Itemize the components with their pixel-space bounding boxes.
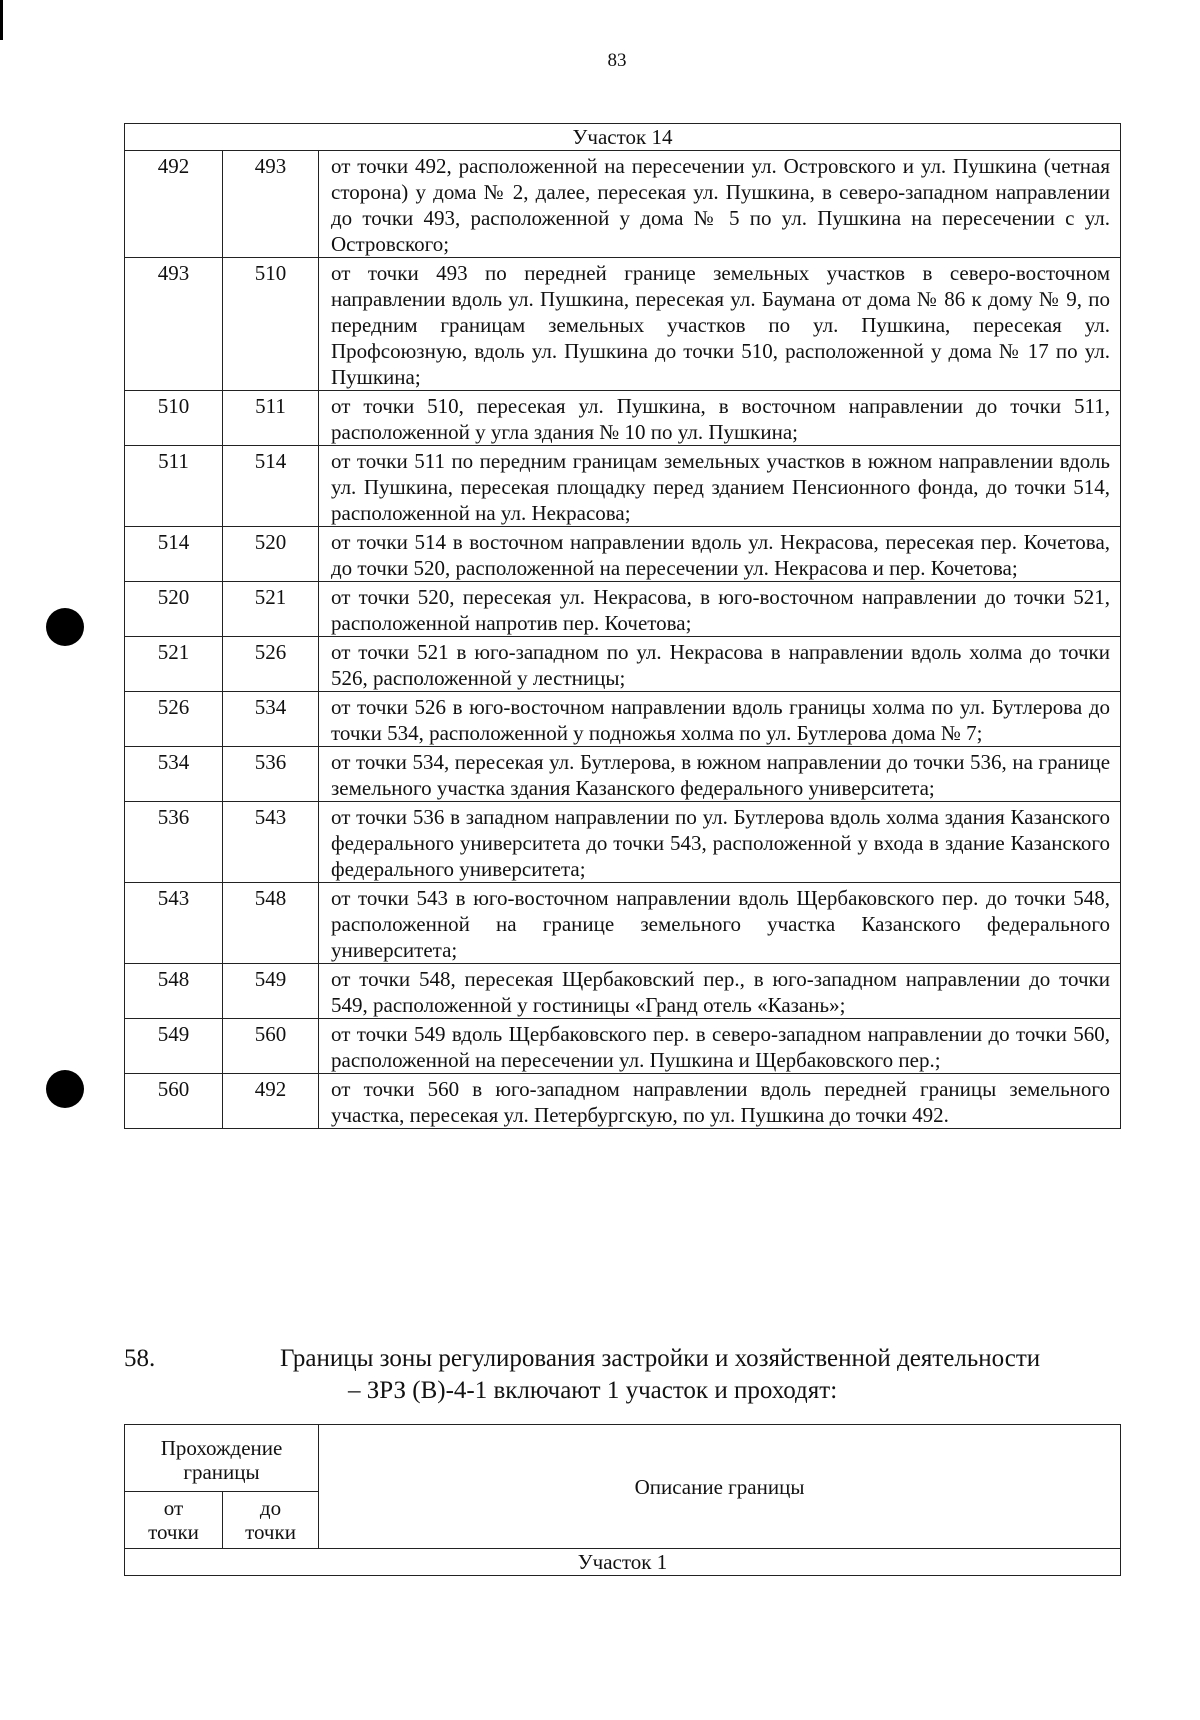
point-to: 493 [223, 151, 319, 258]
table-row [125, 446, 1121, 527]
point-to: 548 [223, 883, 319, 964]
boundary-description: от точки 526 в юго-восточном направлении вдоль границы холма по ул. Бутлерова до точки 534, расположенной у подножья холма по ул. Бутлерова дома № 7; [319, 692, 1121, 747]
header-description: Описание границы [319, 1425, 1121, 1549]
table-row [125, 391, 1121, 446]
point-to: 520 [223, 527, 319, 582]
scan-edge-mark [0, 0, 3, 40]
boundary-description: от точки 548, пересекая Щербаковский пер., в юго-западном направлении до точки 549, расположенной у гостиницы «Гранд отель «Казань»; [319, 964, 1121, 1019]
section-row [125, 1549, 1121, 1576]
table-row [125, 747, 1121, 802]
header-passage: Прохождение границы [125, 1425, 319, 1492]
point-from: 543 [125, 883, 223, 964]
header-from: от точки [125, 1492, 223, 1549]
section-heading-line-1: Границы зоны регулирования застройки и хозяйственной деятельности [280, 1345, 1041, 1372]
table-row [125, 637, 1121, 692]
table-row [125, 802, 1121, 883]
boundary-description: от точки 549 вдоль Щербаковского пер. в северо-западном направлении до точки 560, расположенной на пересечении ул. Пушкина и Щербаковского пер.; [319, 1019, 1121, 1074]
binder-hole-lower [46, 1070, 84, 1108]
point-from: 514 [125, 527, 223, 582]
point-from: 492 [125, 151, 223, 258]
boundary-description: от точки 543 в юго-восточном направлении вдоль Щербаковского пер. до точки 548, расположенной на границе земельного участка Казанского федерального университета; [319, 883, 1121, 964]
point-from: 560 [125, 1074, 223, 1129]
point-from: 549 [125, 1019, 223, 1074]
point-from: 526 [125, 692, 223, 747]
point-to: 510 [223, 258, 319, 391]
point-to: 526 [223, 637, 319, 692]
section-number: 58. [124, 1345, 156, 1372]
boundary-description: от точки 521 в юго-западном по ул. Некрасова в направлении вдоль холма до точки 526, расположенной у лестницы; [319, 637, 1121, 692]
table-row [125, 692, 1121, 747]
table-row [125, 527, 1121, 582]
binder-hole-upper [46, 608, 84, 646]
point-from: 520 [125, 582, 223, 637]
table-row [125, 582, 1121, 637]
point-to: 536 [223, 747, 319, 802]
point-to: 560 [223, 1019, 319, 1074]
point-from: 534 [125, 747, 223, 802]
table-row [125, 883, 1121, 964]
header-row-1 [125, 1425, 1121, 1492]
section-title: Участок 14 [125, 124, 1121, 151]
point-to: 511 [223, 391, 319, 446]
section-heading-line-2: – ЗРЗ (В)-4-1 включают 1 участок и проходят: [348, 1377, 838, 1404]
section-row [125, 124, 1121, 151]
point-from: 493 [125, 258, 223, 391]
boundary-table-zrz [124, 1424, 1121, 1576]
table-row [125, 1074, 1121, 1129]
point-to: 543 [223, 802, 319, 883]
table-row [125, 151, 1121, 258]
boundary-description: от точки 492, расположенной на пересечении ул. Островского и ул. Пушкина (четная сторона) у дома № 2, далее, пересекая ул. Пушкина, в северо-западном направлении до точки 493, расположенной у дома № 5 по ул. Пушкина на пересечении с ул. Островского; [319, 151, 1121, 258]
boundary-description: от точки 534, пересекая ул. Бутлерова, в южном направлении до точки 536, на границе земельного участка здания Казанского федерального университета; [319, 747, 1121, 802]
table-row [125, 258, 1121, 391]
header-to: до точки [223, 1492, 319, 1549]
point-from: 548 [125, 964, 223, 1019]
point-to: 514 [223, 446, 319, 527]
page-number: 83 [607, 50, 627, 71]
point-from: 510 [125, 391, 223, 446]
point-from: 511 [125, 446, 223, 527]
boundary-description: от точки 511 по передним границам земельных участков в южном направлении вдоль ул. Пушкина, пересекая площадку перед зданием Пенсионного фонда, до точки 514, расположенной на ул. Некрасова; [319, 446, 1121, 527]
table-row [125, 1019, 1121, 1074]
boundary-description: от точки 536 в западном направлении по ул. Бутлерова вдоль холма здания Казанского федерального университета до точки 543, расположенной у входа в здание Казанского федерального университета; [319, 802, 1121, 883]
point-to: 492 [223, 1074, 319, 1129]
table-row [125, 964, 1121, 1019]
point-from: 536 [125, 802, 223, 883]
point-from: 521 [125, 637, 223, 692]
point-to: 521 [223, 582, 319, 637]
boundary-table-section-14 [124, 123, 1121, 1129]
boundary-description: от точки 510, пересекая ул. Пушкина, в восточном направлении до точки 511, расположенной у угла здания № 10 по ул. Пушкина; [319, 391, 1121, 446]
boundary-description: от точки 520, пересекая ул. Некрасова, в юго-восточном направлении до точки 521, расположенной напротив пер. Кочетова; [319, 582, 1121, 637]
section-title-zrz: Участок 1 [125, 1549, 1121, 1576]
boundary-description: от точки 493 по передней границе земельных участков в северо-восточном направлении вдоль ул. Пушкина, пересекая ул. Баумана от дома № 86 к дому № 9, по передним границам земельных участков по ул. Пушкина, пересекая ул. Профсоюзную, вдоль ул. Пушкина до точки 510, расположенной у дома № 17 по ул. Пушкина; [319, 258, 1121, 391]
boundary-description: от точки 560 в юго-западном направлении вдоль передней границы земельного участка, пересекая ул. Петербургскую, по ул. Пушкина до точки 492. [319, 1074, 1121, 1129]
boundary-description: от точки 514 в восточном направлении вдоль ул. Некрасова, пересекая пер. Кочетова, до точки 520, расположенной на пересечении ул. Некрасова и пер. Кочетова; [319, 527, 1121, 582]
point-to: 534 [223, 692, 319, 747]
point-to: 549 [223, 964, 319, 1019]
